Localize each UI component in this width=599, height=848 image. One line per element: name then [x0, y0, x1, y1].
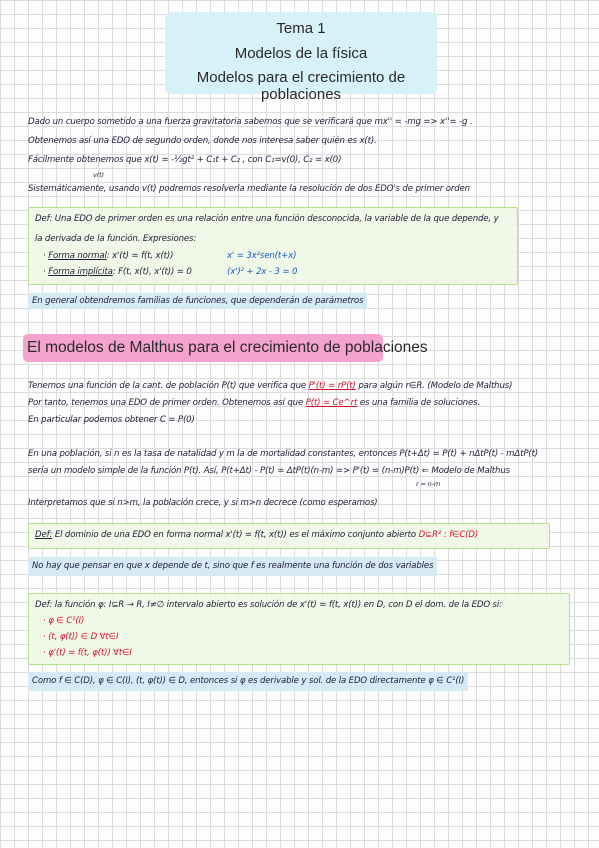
def2-prefix: Def: — [35, 530, 53, 540]
intro-line-2: Obtenemos así una EDO de segundo orden, donde nos interesa saber quién es x(t). — [28, 136, 377, 146]
malthus-equation: P'(t) = rP(t) — [308, 381, 356, 391]
def2-line — [35, 530, 478, 540]
normal-form-label: Forma normal — [48, 251, 107, 261]
malthus-line-4: En una población, si n es la tasa de natalidad y m la de mortalidad constantes, entonces P(t+Δt) = P(t) + nΔtP(t) - mΔtP(t) — [28, 449, 538, 459]
implicit-form-example: (x')² + 2x - 3 = 0 — [227, 267, 298, 277]
note-regularity: Como f ∈ C(D), φ ∈ C(I), (t, φ(t)) ∈ D, entonces si φ es derivable y sol. de la EDO directamente φ ∈ C¹(I) — [28, 672, 468, 691]
implicit-form-label: Forma implícita — [48, 267, 113, 277]
topic-title: Modelos de la física — [234, 45, 368, 62]
definition-box-solution — [28, 593, 570, 665]
def3-condition-3-text: φ'(t) = f(t, φ(t)) ∀t∈I — [48, 648, 132, 658]
implicit-form-expr: : F(t, x(t), x'(t)) = 0 — [112, 267, 192, 277]
malthus-line-1 — [28, 381, 512, 391]
bullet-icon: · — [43, 616, 46, 626]
intro-superscript: v(t) — [93, 171, 104, 179]
def3-condition-3 — [43, 648, 132, 658]
malthus-line-2-end: es una familia de soluciones. — [359, 398, 481, 408]
def3-condition-1-text: φ ∈ C¹(I) — [48, 616, 85, 626]
malthus-line-6: Interpretamos que si n>m, la población crece, y si m>n decrece (como esperamos) — [28, 498, 378, 508]
def1-line-2: la derivada de la función. Expresiones: — [35, 234, 197, 244]
intro-line-1: Dado un cuerpo sometido a una fuerza gravitatoria sabemos que se verificará que mx'' = -mg => x''= -g . — [28, 117, 473, 127]
def1-implicit-form — [43, 267, 192, 277]
note-families: En general obtendremos familias de funciones, que dependerán de parámetros — [28, 293, 367, 309]
def3-line-1: Def: la función φ: I⊆R → R, I≠∅ intervalo abierto es solución de x'(t) = f(t, x(t)) en D, con D el dom. de la EDO si: — [35, 600, 502, 610]
bullet-icon: · — [43, 648, 46, 658]
title-box — [165, 12, 437, 103]
malthus-line-2 — [28, 398, 480, 408]
def3-condition-2 — [43, 632, 118, 642]
malthus-line-3: En particular podemos obtener C = P(0) — [28, 415, 195, 425]
intro-line-3: Fácilmente obtenemos que x(t) = -½gt² + C₁t + C₂ , con C₁=v(0), C₂ = x(0) — [28, 155, 342, 165]
def2-text: El dominio de una EDO en forma normal x'(t) = f(t, x(t)) es el máximo conjunto abierto — [54, 530, 416, 540]
malthus-rate-note: r = n-m — [416, 480, 440, 488]
note-two-variables: No hay que pensar en que x depende de t, sino que f es realmente una función de dos variables — [28, 557, 437, 576]
def1-normal-form — [43, 251, 173, 261]
bullet-icon: · — [43, 632, 46, 642]
normal-form-example: x' = 3x²sen(t+x) — [227, 251, 297, 261]
malthus-line-1-text: Tenemos una función de la cant. de población P(t) que verifica que — [28, 381, 307, 391]
def2-domain-expr: D⊆R² : f∈C(D) — [418, 530, 479, 540]
bullet-icon: · — [43, 267, 46, 277]
def3-condition-1 — [43, 616, 84, 626]
definition-box-domain — [28, 523, 550, 549]
definition-box-edo — [28, 207, 518, 285]
topic-number: Tema 1 — [276, 20, 326, 37]
malthus-line-5: sería un modelo simple de la función P(t). Así, P(t+Δt) - P(t) = ΔtP(t)(n-m) => P'(t) = (n-m)P(t) ⇐ Modelo de Malthus — [28, 466, 510, 476]
malthus-line-2-text: Por tanto, tenemos una EDO de primer orden. Obtenemos así que — [28, 398, 304, 408]
topic-subtitle: Modelos para el crecimiento de poblaciones — [196, 69, 406, 103]
bullet-icon: · — [43, 251, 46, 261]
malthus-line-1-end: para algún r∈R. (Modelo de Malthus) — [358, 381, 513, 391]
section-heading-box — [23, 334, 428, 362]
intro-line-4: Sistemáticamente, usando v(t) podremos resolverla mediante la resolución de dos EDO's de primer orden — [28, 184, 470, 194]
def3-condition-2-text: (t, φ(t)) ∈ D ∀t∈I — [48, 632, 119, 642]
section-heading: El modelos de Malthus para el crecimiento de poblaciones — [27, 339, 428, 356]
normal-form-expr: : x'(t) = f(t, x(t)) — [106, 251, 174, 261]
malthus-solution: P(t) = Ce^rt — [305, 398, 358, 408]
def1-line-1: Def: Una EDO de primer orden es una relación entre una función desconocida, la variable de la que depende, y — [35, 214, 499, 224]
